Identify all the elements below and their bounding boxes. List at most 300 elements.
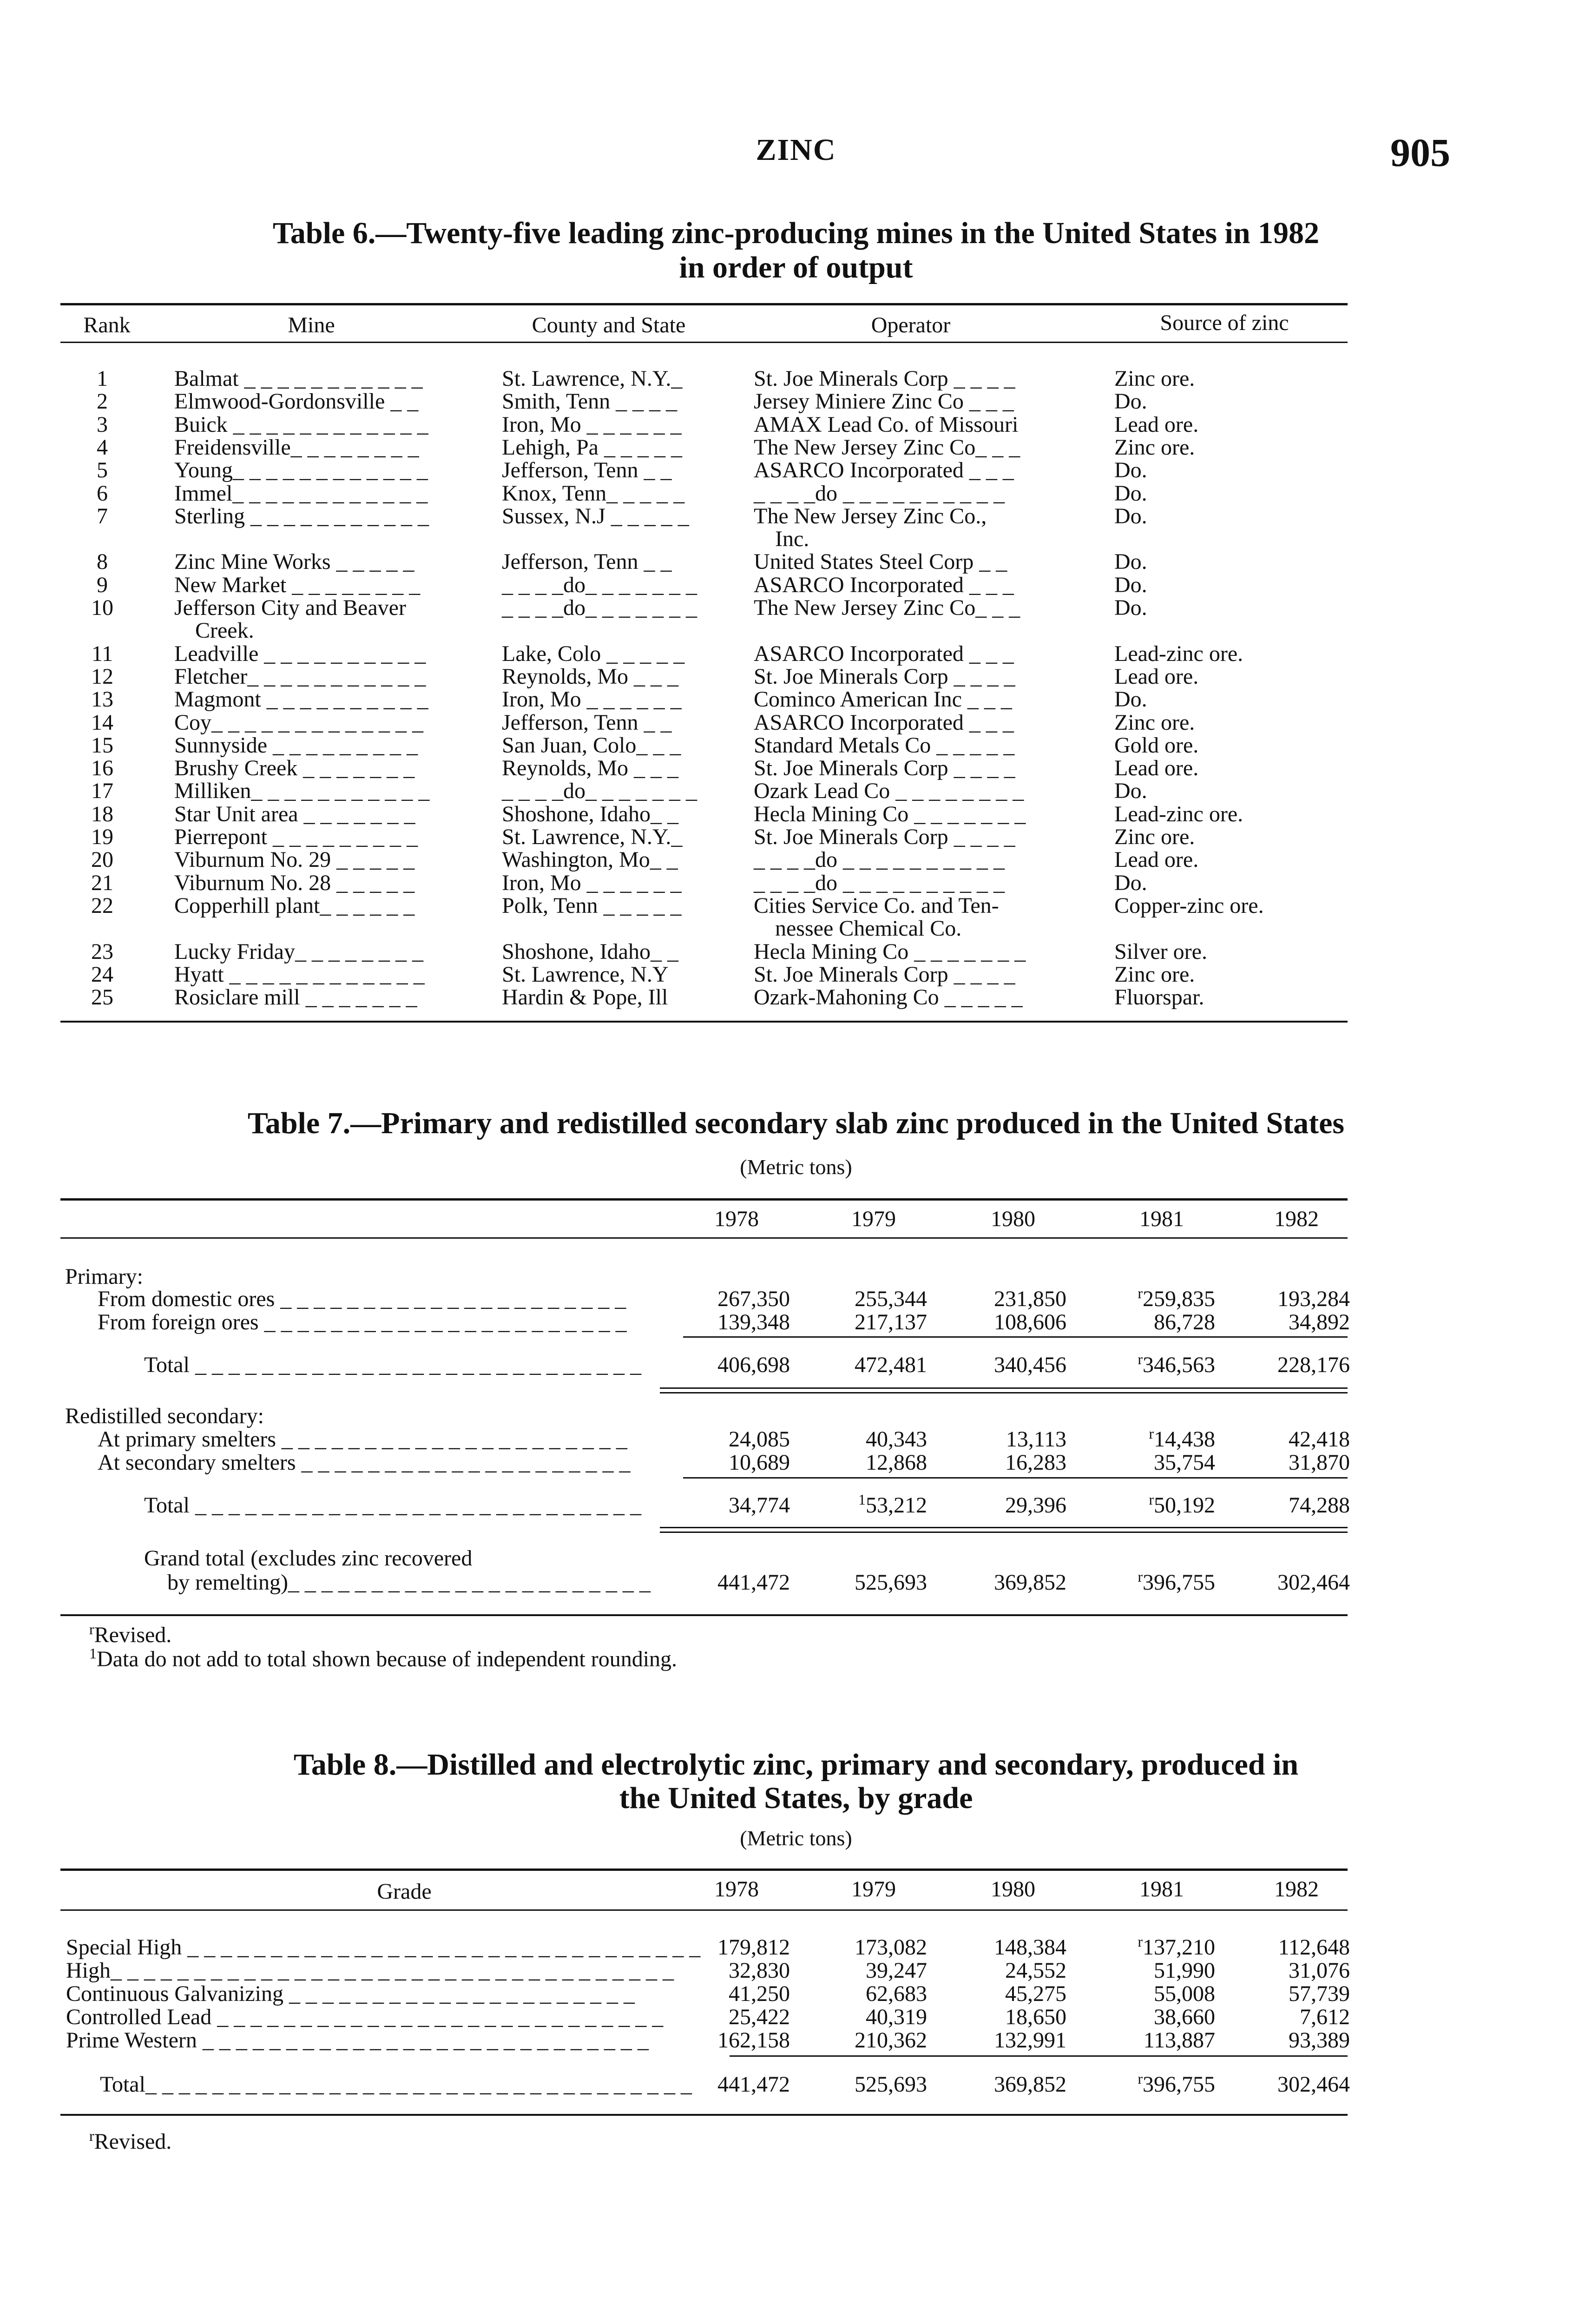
table8-total-value — [778, 2073, 927, 2096]
table6-rank: 3 — [97, 412, 108, 437]
table6-operator: The New Jersey Zinc Co_ _ _ — [754, 595, 1020, 620]
table6-mine: Buick _ _ _ _ _ _ _ _ _ _ _ _ — [174, 412, 428, 437]
table7-grand-total-value — [1201, 1571, 1350, 1594]
table8-total-value — [1066, 2070, 1215, 2097]
table7-secondary-value — [778, 1428, 927, 1451]
table6-operator: Cominco American Inc _ _ _ — [754, 687, 1012, 712]
footnote-mark: r — [1138, 1933, 1143, 1950]
table7-secondary-value — [918, 1451, 1066, 1474]
table8-grade-value — [1201, 2006, 1350, 2029]
table7-title: Table 7.—Primary and redistilled secondary slab zinc produced in the United States — [247, 1106, 1345, 1140]
table7-grand-total-label-cont: by remelting)_ _ _ _ _ _ _ _ _ _ _ _ _ _ _ _ _ _ _ _ _ _ — [167, 1570, 651, 1595]
table7-footnote-1: $^1$Data do not add to total shown because of independent rounding. — [89, 1645, 678, 1671]
table7-primary-value — [1066, 1311, 1215, 1334]
table7-secondary-value — [778, 1451, 927, 1474]
table7-row-label: From foreign ores _ _ _ _ _ _ _ _ _ _ _ _ _ _ _ _ _ _ _ _ _ _ — [98, 1310, 627, 1334]
footnote-mark: 1 — [858, 1491, 866, 1508]
table8-grade-number: 57,739 — [1289, 1981, 1350, 2006]
table6-operator-cont: nessee Chemical Co. — [775, 916, 962, 941]
footnote-mark: r — [1138, 1351, 1143, 1367]
table6-col-mine: Mine — [288, 313, 335, 337]
table8-grade-value — [1066, 1959, 1215, 1982]
table8-grade-value — [778, 1959, 927, 1982]
table8-grade-number: 62,683 — [866, 1981, 927, 2006]
table8-row-label: Continuous Galvanizing _ _ _ _ _ _ _ _ _ _ _ _ _ _ _ _ _ _ _ _ _ — [66, 1981, 635, 2006]
table8-grade-value — [641, 1982, 790, 2006]
table7-row-label: At secondary smelters _ _ _ _ _ _ _ _ _ _ _ _ _ _ _ _ _ _ _ _ — [98, 1450, 631, 1475]
table8-total-number: 441,472 — [717, 2072, 790, 2097]
table7-year-header: 1981 — [1139, 1207, 1184, 1231]
table7-subtotal-rule — [683, 1336, 1348, 1338]
table6-rank: 21 — [91, 870, 113, 895]
table8-grade-number: 18,650 — [1005, 2005, 1066, 2029]
table6-source: Zinc ore. — [1114, 366, 1195, 391]
table6-county: Jefferson, Tenn _ _ — [502, 710, 672, 735]
table6-operator-cont: Inc. — [775, 527, 809, 552]
table6-title-line1: Table 6.—Twenty-five leading zinc-producing mines in the United States in 1982 — [272, 216, 1320, 250]
table8-grade-number: 38,660 — [1154, 2005, 1215, 2029]
table7-primary-value — [1201, 1311, 1350, 1334]
table6-mine: Viburnum No. 28 _ _ _ _ _ — [174, 870, 415, 895]
table6-mine: New Market _ _ _ _ _ _ _ _ — [174, 572, 421, 597]
table6-source: Zinc ore. — [1114, 962, 1195, 987]
table8-grade-value — [1066, 1982, 1215, 2006]
table7-row-label: At primary smelters _ _ _ _ _ _ _ _ _ _ _ _ _ _ _ _ _ _ _ _ _ — [98, 1427, 627, 1452]
table6-source: Zinc ore. — [1114, 710, 1195, 735]
table8-total-value — [918, 2073, 1066, 2096]
table7-grand-total-number: 441,472 — [717, 1570, 790, 1595]
table6-county: Jefferson, Tenn _ _ — [502, 458, 672, 483]
table6-operator: Cities Service Co. and Ten- — [754, 893, 999, 918]
table6-mine: Jefferson City and Beaver — [174, 595, 406, 620]
table7-primary-number: 231,850 — [994, 1287, 1066, 1311]
table7-primary-total-number: 346,563 — [1143, 1353, 1215, 1377]
table6-source: Do. — [1114, 503, 1147, 528]
table6-source: Do. — [1114, 389, 1147, 414]
table6-source: Lead-zinc ore. — [1114, 801, 1243, 826]
table7-bottom-rule — [60, 1614, 1348, 1616]
table6-operator: Ozark-Mahoning Co _ _ _ _ _ — [754, 985, 1023, 1010]
table7-secondary-value — [641, 1451, 790, 1474]
table6-mine: Star Unit area _ _ _ _ _ _ _ — [174, 801, 415, 826]
table7-primary-value — [778, 1311, 927, 1334]
table6-operator: ASARCO Incorporated _ _ _ — [754, 572, 1014, 597]
table8-year-header: 1980 — [991, 1877, 1035, 1901]
table6-county: Hardin & Pope, Ill — [502, 985, 668, 1010]
table7-total-rule-b — [660, 1392, 1348, 1393]
table8-unit: (Metric tons) — [740, 1826, 852, 1850]
table7-total-rule-a — [660, 1387, 1348, 1389]
table6-source: Zinc ore. — [1114, 825, 1195, 849]
table8-grade-value — [1066, 2029, 1215, 2052]
page-number: 905 — [1390, 130, 1450, 175]
table6-operator: _ _ _ _do _ _ _ _ _ _ _ _ _ _ — [754, 481, 1005, 506]
table8-grade-number: 137,210 — [1143, 1935, 1215, 1960]
table6-source: Lead ore. — [1114, 664, 1199, 689]
table8-grade-number: 210,362 — [855, 2028, 927, 2053]
table7-primary-number: 108,606 — [994, 1310, 1066, 1334]
table6-mine: Zinc Mine Works _ _ _ _ _ — [174, 549, 414, 574]
table7-secondary-value — [1066, 1451, 1215, 1474]
table6-mine: Sterling _ _ _ _ _ _ _ _ _ _ _ — [174, 503, 429, 528]
table8-grade-number: 40,319 — [866, 2005, 927, 2029]
table8-year-header: 1982 — [1274, 1877, 1319, 1901]
table7-grand-total-number: 396,755 — [1143, 1570, 1215, 1595]
table7-secondary-label: Redistilled secondary: — [65, 1404, 264, 1428]
table6-rank: 12 — [91, 664, 113, 689]
footnote-mark: r — [1149, 1491, 1154, 1508]
table6-rank: 22 — [91, 893, 113, 918]
table6-operator: ASARCO Incorporated _ _ _ — [754, 458, 1014, 483]
table6-mine: Lucky Friday_ _ _ _ _ _ _ _ — [174, 939, 423, 964]
table7-secondary-number: 42,418 — [1289, 1427, 1350, 1452]
table8-grade-value — [918, 1959, 1066, 1982]
table7-primary-number: 193,284 — [1277, 1287, 1350, 1311]
table6-mine: Copperhill plant_ _ _ _ _ _ — [174, 893, 415, 918]
table7-secondary-value — [641, 1428, 790, 1451]
table6-mine: Rosiclare mill _ _ _ _ _ _ _ — [174, 985, 417, 1010]
table8-grade-value — [641, 1959, 790, 1982]
table7-year-header: 1982 — [1274, 1207, 1319, 1231]
table6-rank: 8 — [97, 549, 108, 574]
table6-county: St. Lawrence, N.Y — [502, 962, 669, 987]
footnote-mark: r — [1138, 1568, 1143, 1585]
table7-secondary-number: 24,085 — [729, 1427, 790, 1452]
table7-primary-total-number: 228,176 — [1277, 1353, 1350, 1377]
table6-operator: St. Joe Minerals Corp _ _ _ _ — [754, 825, 1015, 849]
table7-grand-total-number: 302,464 — [1277, 1570, 1350, 1595]
table6-mine: Pierrepont _ _ _ _ _ _ _ _ _ — [174, 825, 418, 849]
table6-operator: St. Joe Minerals Corp _ _ _ _ — [754, 962, 1015, 987]
table8-grade-number: 162,158 — [717, 2028, 790, 2053]
table6-rank: 24 — [91, 962, 113, 987]
table8-subtotal-rule — [730, 2055, 1348, 2057]
table6-operator: _ _ _ _do _ _ _ _ _ _ _ _ _ _ — [754, 847, 1005, 872]
table8-grade-value — [641, 2006, 790, 2029]
table8-top-rule — [60, 1868, 1348, 1871]
table7-secondary-total-value — [641, 1494, 790, 1517]
table6-operator: ASARCO Incorporated _ _ _ — [754, 641, 1014, 666]
table6-mine: Fletcher_ _ _ _ _ _ _ _ _ _ _ — [174, 664, 426, 689]
table6-mine: Immel_ _ _ _ _ _ _ _ _ _ _ _ — [174, 481, 428, 506]
table7-primary-total-number: 472,481 — [855, 1353, 927, 1377]
table6-source: Do. — [1114, 458, 1147, 483]
table7-secondary-total-value — [918, 1494, 1066, 1517]
table8-grade-number: 148,384 — [994, 1935, 1066, 1960]
table6-operator: Jersey Miniere Zinc Co _ _ _ — [754, 389, 1014, 414]
table6-mine: Young_ _ _ _ _ _ _ _ _ _ _ _ — [174, 458, 428, 483]
table6-bottom-rule — [60, 1021, 1348, 1023]
table7-primary-total-value — [918, 1353, 1066, 1377]
table8-grade-value — [918, 2029, 1066, 2052]
table6-operator: ASARCO Incorporated _ _ _ — [754, 710, 1014, 735]
table6-county: Iron, Mo _ _ _ _ _ _ — [502, 412, 682, 437]
table7-primary-number: 267,350 — [717, 1287, 790, 1311]
table6-mine: Sunnyside _ _ _ _ _ _ _ _ _ — [174, 733, 418, 758]
table7-total-rule-b — [660, 1532, 1348, 1533]
table6-county: San Juan, Colo_ _ _ — [502, 733, 681, 758]
table8-year-header: 1978 — [714, 1877, 759, 1901]
table6-source: Silver ore. — [1114, 939, 1207, 964]
table7-grand-total-label: Grand total (excludes zinc recovered — [144, 1546, 473, 1571]
table6-mine: Freidensville_ _ _ _ _ _ _ _ — [174, 435, 419, 460]
table7-primary-number: 34,892 — [1289, 1310, 1350, 1334]
table6-mine: Magmont _ _ _ _ _ _ _ _ _ _ — [174, 687, 428, 712]
table6-operator: Hecla Mining Co _ _ _ _ _ _ _ — [754, 801, 1026, 826]
table6-county: Reynolds, Mo _ _ _ — [502, 664, 679, 689]
table6-source: Copper-zinc ore. — [1114, 893, 1264, 918]
table8-total-number: 302,464 — [1277, 2072, 1350, 2097]
table7-secondary-number: 35,754 — [1154, 1450, 1215, 1475]
table8-year-header: 1981 — [1139, 1877, 1184, 1901]
table8-grade-value — [1201, 1982, 1350, 2006]
table6-rank: 14 — [91, 710, 113, 735]
table6-source: Do. — [1114, 595, 1147, 620]
table7-primary-total-value — [1201, 1353, 1350, 1377]
table7-header-rule — [60, 1237, 1348, 1239]
table6-source: Do. — [1114, 870, 1147, 895]
table6-rank: 15 — [91, 733, 113, 758]
table7-secondary-total-number: 74,288 — [1289, 1493, 1350, 1518]
table7-grand-total-value — [1066, 1568, 1215, 1595]
table8-title-line2: the United States, by grade — [619, 1781, 973, 1815]
table6-source: Do. — [1114, 779, 1147, 804]
table6-mine: Viburnum No. 29 _ _ _ _ _ — [174, 847, 415, 872]
table6-col-rank: Rank — [83, 313, 131, 337]
table6-col-county: County and State — [532, 313, 686, 337]
table6-operator: St. Joe Minerals Corp _ _ _ _ — [754, 756, 1015, 781]
table7-secondary-number: 14,438 — [1154, 1427, 1215, 1452]
table6-rank: 17 — [91, 779, 113, 804]
table8-row-label: Controlled Lead _ _ _ _ _ _ _ _ _ _ _ _ _ _ _ _ _ _ _ _ _ _ _ _ _ _ _ — [66, 2005, 664, 2029]
table7-secondary-number: 10,689 — [729, 1450, 790, 1475]
table6-county: _ _ _ _do_ _ _ _ _ _ _ — [502, 572, 697, 597]
table6-rank: 11 — [91, 641, 113, 666]
table7-secondary-number: 12,868 — [866, 1450, 927, 1475]
table8-row-label: High_ _ _ _ _ _ _ _ _ _ _ _ _ _ _ _ _ _ _ _ _ _ _ _ _ _ _ _ _ _ _ _ _ _ — [66, 1958, 674, 1983]
table8-grade-number: 132,991 — [994, 2028, 1066, 2053]
table6-title-line2: in order of output — [679, 251, 913, 284]
table7-year-header: 1978 — [714, 1207, 759, 1231]
table8-total-number: 525,693 — [855, 2072, 927, 2097]
table6-mine: Hyatt _ _ _ _ _ _ _ _ _ _ _ _ — [174, 962, 425, 987]
table7-footnote-revised: $^r$Revised. — [89, 1621, 172, 1647]
table7-grand-total-value — [918, 1571, 1066, 1594]
table6-mine: Coy_ _ _ _ _ _ _ _ _ _ _ _ _ — [174, 710, 424, 735]
table7-secondary-total-number: 34,774 — [729, 1493, 790, 1518]
table8-grade-value — [778, 2029, 927, 2052]
table6-mine: Elmwood-Gordonsville _ _ — [174, 389, 419, 414]
table6-top-rule — [60, 303, 1348, 305]
table8-total-number: 369,852 — [994, 2072, 1066, 2097]
table8-grade-number: 31,076 — [1289, 1958, 1350, 1983]
table8-grade-value — [778, 2006, 927, 2029]
table7-unit: (Metric tons) — [740, 1155, 852, 1179]
table6-county: Knox, Tenn_ _ _ _ _ — [502, 481, 685, 506]
table8-grade-value — [1201, 1959, 1350, 1982]
table8-total-number: 396,755 — [1143, 2072, 1215, 2097]
table7-primary-total-value — [1066, 1353, 1215, 1377]
table6-mine-cont: Creek. — [195, 618, 254, 643]
table6-operator: United States Steel Corp _ _ — [754, 549, 1007, 574]
table8-grade-value — [918, 1936, 1066, 1959]
table8-grade-number: 45,275 — [1005, 1981, 1066, 2006]
table8-header-rule — [60, 1909, 1348, 1911]
table7-secondary-total-value — [1201, 1494, 1350, 1517]
table8-grade-value — [778, 1982, 927, 2006]
table6-county: Smith, Tenn _ _ _ _ — [502, 389, 678, 414]
table6-county: Washington, Mo_ _ — [502, 847, 678, 872]
table7-grand-total-value — [778, 1571, 927, 1594]
table7-secondary-value — [918, 1428, 1066, 1451]
table7-primary-number: 139,348 — [717, 1310, 790, 1334]
table8-grade-value — [918, 1982, 1066, 2006]
table7-secondary-total-number: 53,212 — [866, 1493, 927, 1518]
table7-year-header: 1980 — [991, 1207, 1035, 1231]
table7-secondary-number: 40,343 — [866, 1427, 927, 1452]
table6-county: Shoshone, Idaho_ _ — [502, 801, 678, 826]
table7-secondary-total-label: Total _ _ _ _ _ _ _ _ _ _ _ _ _ _ _ _ _ _ _ _ _ _ _ _ _ _ _ — [144, 1493, 641, 1518]
table6-col-source: Source of zinc — [1160, 310, 1289, 335]
table6-operator: Hecla Mining Co _ _ _ _ _ _ _ — [754, 939, 1026, 964]
table7-primary-total-number: 406,698 — [717, 1353, 790, 1377]
table8-row-label: Special High _ _ _ _ _ _ _ _ _ _ _ _ _ _ _ _ _ _ _ _ _ _ _ _ _ _ _ _ _ _ _ — [66, 1935, 701, 1960]
table6-source: Lead-zinc ore. — [1114, 641, 1243, 666]
table7-primary-label: Primary: — [65, 1264, 143, 1289]
table6-rank: 13 — [91, 687, 113, 712]
table7-grand-total-number: 369,852 — [994, 1570, 1066, 1595]
table6-source: Do. — [1114, 481, 1147, 506]
table8-year-header: 1979 — [851, 1877, 896, 1901]
table6-rank: 16 — [91, 756, 113, 781]
table6-rank: 5 — [97, 458, 108, 483]
table6-county: Shoshone, Idaho_ _ — [502, 939, 678, 964]
table8-grade-value — [1066, 1933, 1215, 1960]
table6-rank: 25 — [91, 985, 113, 1010]
table7-primary-value — [641, 1311, 790, 1334]
table6-source: Do. — [1114, 687, 1147, 712]
table8-grade-number: 32,830 — [729, 1958, 790, 1983]
table6-county: Jefferson, Tenn _ _ — [502, 549, 672, 574]
table6-county: Polk, Tenn _ _ _ _ _ — [502, 893, 682, 918]
table7-primary-value — [918, 1311, 1066, 1334]
table8-grade-value — [918, 2006, 1066, 2029]
table7-secondary-number: 16,283 — [1005, 1450, 1066, 1475]
table6-operator: AMAX Lead Co. of Missouri — [754, 412, 1019, 437]
table6-operator: Standard Metals Co _ _ _ _ _ — [754, 733, 1015, 758]
table6-col-operator: Operator — [871, 313, 951, 337]
table7-subtotal-rule — [683, 1477, 1348, 1479]
table8-grade-value — [641, 1936, 790, 1959]
table7-primary-total-number: 340,456 — [994, 1353, 1066, 1377]
table8-grade-number: 39,247 — [866, 1958, 927, 1983]
table8-total-value — [1201, 2073, 1350, 2096]
table6-header-rule — [60, 342, 1348, 343]
table6-county: _ _ _ _do_ _ _ _ _ _ _ — [502, 595, 697, 620]
table6-operator: Ozark Lead Co _ _ _ _ _ _ _ _ — [754, 779, 1024, 804]
table7-primary-number: 259,835 — [1143, 1287, 1215, 1311]
table8-grade-number: 55,008 — [1154, 1981, 1215, 2006]
table7-row-label: From domestic ores _ _ _ _ _ _ _ _ _ _ _ _ _ _ _ _ _ _ _ _ _ — [98, 1287, 626, 1311]
table6-county: _ _ _ _do_ _ _ _ _ _ _ — [502, 779, 697, 804]
table6-mine: Leadville _ _ _ _ _ _ _ _ _ _ — [174, 641, 426, 666]
table7-secondary-value — [1066, 1425, 1215, 1452]
table7-primary-total-value — [778, 1353, 927, 1377]
table6-rank: 4 — [97, 435, 108, 460]
table7-primary-value — [918, 1287, 1066, 1311]
table7-secondary-total-value — [1066, 1491, 1215, 1518]
table8-grade-value — [1201, 2029, 1350, 2052]
table8-footnote-revised: $^r$Revised. — [89, 2127, 172, 2154]
table6-source: Lead ore. — [1114, 756, 1199, 781]
table6-county: Sussex, N.J _ _ _ _ _ — [502, 503, 689, 528]
table6-rank: 9 — [97, 572, 108, 597]
table8-grade-header: Grade — [377, 1879, 432, 1904]
table8-grade-value — [1201, 1936, 1350, 1959]
running-head: ZINC — [756, 133, 836, 167]
table7-secondary-total-value — [778, 1491, 927, 1518]
table6-county: Iron, Mo _ _ _ _ _ _ — [502, 687, 682, 712]
table8-grade-value — [1066, 2006, 1215, 2029]
table7-total-rule-a — [660, 1527, 1348, 1528]
table7-secondary-number: 13,113 — [1006, 1427, 1066, 1452]
footnote-mark: r — [1138, 1285, 1143, 1301]
table8-grade-number: 41,250 — [729, 1981, 790, 2006]
table8-grade-number: 25,422 — [729, 2005, 790, 2029]
table6-mine: Milliken_ _ _ _ _ _ _ _ _ _ _ — [174, 779, 430, 804]
table8-grade-number: 112,648 — [1278, 1935, 1350, 1960]
table6-county: St. Lawrence, N.Y._ — [502, 366, 683, 391]
table8-row-label: Prime Western _ _ _ _ _ _ _ _ _ _ _ _ _ _ _ _ _ _ _ _ _ _ _ _ _ _ _ — [66, 2028, 649, 2053]
table7-primary-total-value — [641, 1353, 790, 1377]
table8-grade-number: 93,389 — [1289, 2028, 1350, 2053]
table6-mine: Balmat _ _ _ _ _ _ _ _ _ _ _ — [174, 366, 423, 391]
table6-source: Do. — [1114, 572, 1147, 597]
table8-grade-number: 179,812 — [717, 1935, 790, 1960]
table8-grade-number: 173,082 — [855, 1935, 927, 1960]
table8-grade-number: 113,887 — [1143, 2028, 1215, 2053]
table6-source: Zinc ore. — [1114, 435, 1195, 460]
table6-rank: 6 — [97, 481, 108, 506]
table7-year-header: 1979 — [851, 1207, 896, 1231]
table7-grand-total-number: 525,693 — [855, 1570, 927, 1595]
table7-primary-value — [1066, 1287, 1215, 1311]
table7-top-rule — [60, 1198, 1348, 1201]
table6-operator: _ _ _ _do _ _ _ _ _ _ _ _ _ _ — [754, 870, 1005, 895]
footnote-mark: r — [1138, 2070, 1143, 2087]
table6-rank: 10 — [91, 595, 113, 620]
table7-primary-value — [641, 1287, 790, 1311]
table6-source: Lead ore. — [1114, 847, 1199, 872]
table6-rank: 19 — [91, 825, 113, 849]
table8-total-value — [641, 2073, 790, 2096]
table7-secondary-number: 31,870 — [1289, 1450, 1350, 1475]
table7-secondary-value — [1201, 1451, 1350, 1474]
table6-county: Lake, Colo _ _ _ _ _ — [502, 641, 685, 666]
table7-primary-number: 217,137 — [855, 1310, 927, 1334]
table7-secondary-total-number: 29,396 — [1005, 1493, 1066, 1518]
table8-bottom-rule — [60, 2114, 1348, 2116]
table8-grade-value — [641, 2029, 790, 2052]
table6-source: Fluorspar. — [1114, 985, 1204, 1010]
footnote-mark: r — [1149, 1425, 1154, 1442]
table6-operator: The New Jersey Zinc Co_ _ _ — [754, 435, 1020, 460]
table6-source: Gold ore. — [1114, 733, 1199, 758]
table6-rank: 7 — [97, 503, 108, 528]
table8-total-label: Total_ _ _ _ _ _ _ _ _ _ _ _ _ _ _ _ _ _ _ _ _ _ _ _ _ _ _ _ _ _ _ _ _ — [100, 2072, 692, 2097]
table7-secondary-total-number: 50,192 — [1154, 1493, 1215, 1518]
table6-operator: The New Jersey Zinc Co., — [754, 503, 987, 528]
